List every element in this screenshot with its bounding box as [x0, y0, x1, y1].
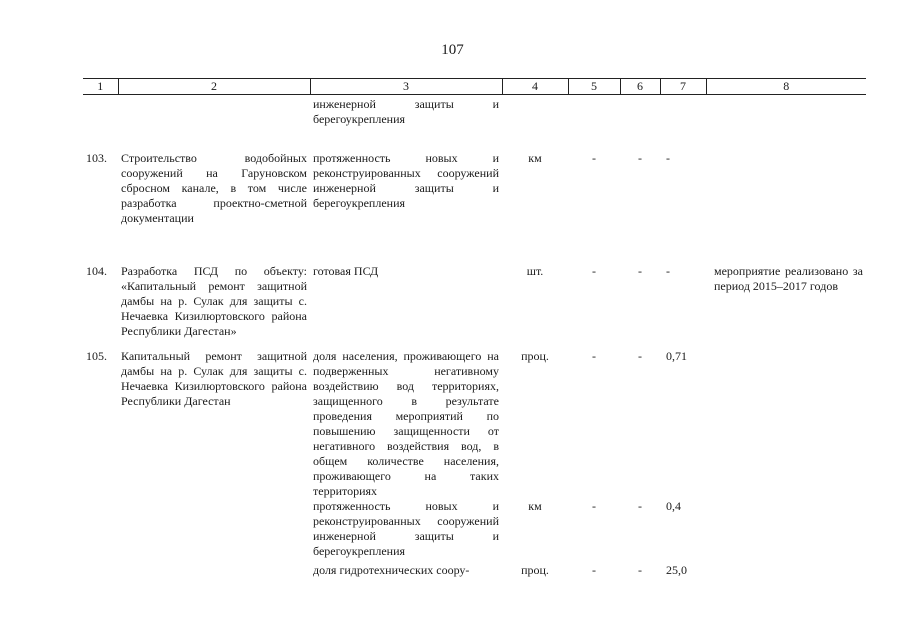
column-header: 7	[660, 79, 706, 95]
value-col6: -	[638, 151, 642, 165]
row-number: 103.	[86, 151, 107, 165]
value-col5: -	[592, 499, 596, 513]
table-row	[83, 349, 866, 499]
row-number: 104.	[86, 264, 107, 278]
value-col7: 0,4	[666, 499, 681, 513]
column-header: 4	[502, 79, 568, 95]
column-header: 2	[118, 79, 310, 95]
table-row	[83, 264, 866, 339]
indicator-unit: проц.	[521, 563, 549, 577]
row-note: мероприятие реализовано за период 2015–2017 годов	[714, 264, 863, 293]
row-note	[706, 349, 866, 578]
value-col5: -	[592, 264, 596, 278]
value-col5: -	[592, 563, 596, 577]
indicator-unit: проц.	[521, 349, 549, 363]
value-col7: -	[666, 151, 670, 165]
column-header: 5	[568, 79, 620, 95]
row-note	[706, 151, 866, 226]
value-col7: -	[666, 264, 670, 278]
measure-name: Капитальный ремонт защитной дамбы на р. Сулак для защиты с. Нечаевка Кизилюртовского района Республики Дагестан	[121, 349, 307, 408]
indicator-unit: шт.	[526, 264, 544, 278]
value-col6: -	[638, 499, 642, 513]
measure-name: Строительство водобойных сооружений на Гаруновском сбросном канале, в том числе разработка проектно-сметной документации	[121, 151, 307, 225]
continuation-row	[83, 95, 866, 128]
value-col7: 0,71	[666, 349, 687, 363]
value-col5: -	[592, 349, 596, 363]
page-number: 107	[441, 42, 464, 58]
indicator-text: доля гидротехнических соору-	[313, 563, 470, 577]
indicator-unit: км	[528, 499, 542, 513]
column-header: 8	[706, 79, 866, 95]
indicator-text: протяженность новых и реконструированных сооружений инженерной защиты и берегоукрепления	[313, 151, 499, 210]
indicator-text: доля населения, проживающего на подверженных негативному воздействию вод территориях, защищенного в результате проведения мероприятий по повышению защищенности от негативного воздействия вод, в общем количестве населения, проживающего на таких территориях	[313, 349, 499, 498]
header-row	[83, 79, 866, 95]
table-row	[83, 151, 866, 226]
measure-name: Разработка ПСД по объекту: «Капитальный ремонт защитной дамбы на р. Сулак для защиты с. Нечаевка Кизилюртовского района Республики Дагестан»	[121, 264, 307, 338]
column-header: 1	[83, 79, 118, 95]
indicator-text: протяженность новых и реконструированных сооружений инженерной защиты и берегоукрепления	[313, 499, 499, 558]
value-col5: -	[592, 151, 596, 165]
continuation-indicator: инженерной защиты и берегоукрепления	[313, 97, 499, 126]
column-header: 3	[310, 79, 502, 95]
value-col6: -	[638, 349, 642, 363]
row-number: 105.	[86, 349, 107, 363]
column-header: 6	[620, 79, 660, 95]
value-col6: -	[638, 563, 642, 577]
value-col7: 25,0	[666, 563, 687, 577]
value-col6: -	[638, 264, 642, 278]
program-table	[83, 78, 866, 578]
indicator-text: готовая ПСД	[313, 264, 379, 278]
indicator-unit: км	[528, 151, 542, 165]
